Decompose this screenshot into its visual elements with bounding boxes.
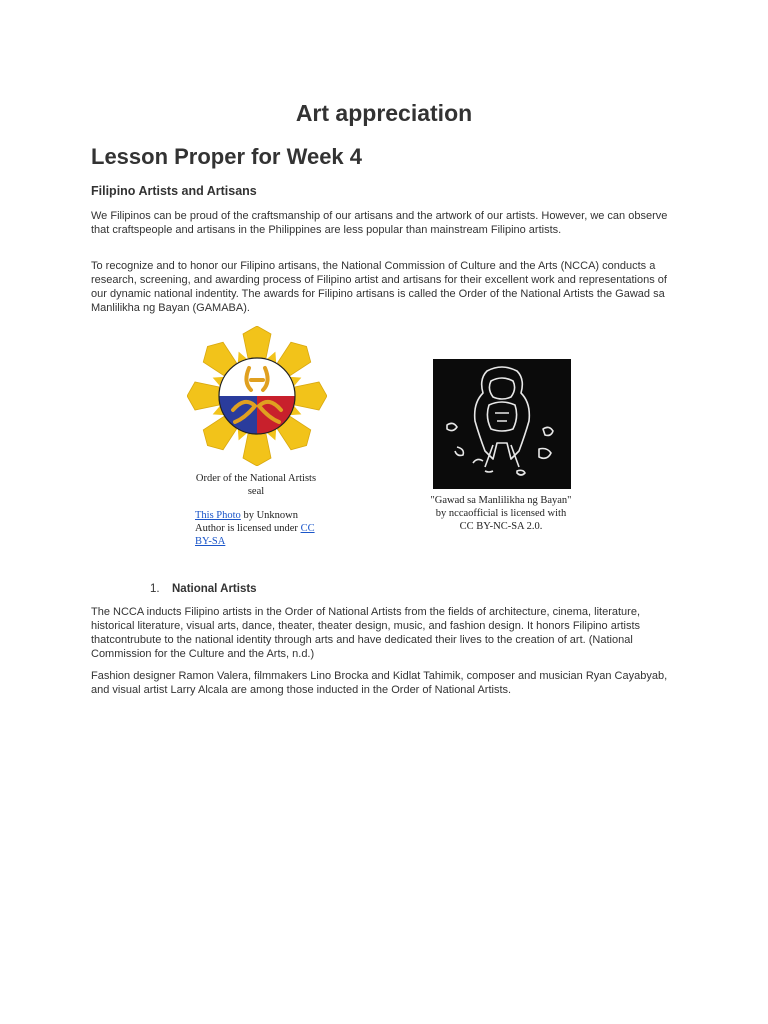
gawad-emblem-image <box>433 359 571 489</box>
paragraph-intro: We Filipinos can be proud of the craftsmanship of our artisans and the artwork of our artists. However, we can observe that craftspeople and artisans in the Philippines are less popular than mainstream Filipino artists. <box>91 210 668 236</box>
list-item-national-artists <box>150 583 257 595</box>
paragraph-ncca: To recognize and to honor our Filipino artisans, the National Commission of Culture and the Arts (NCCA) conducts a research, screening, and awarding process of Filipino artist and artisans for their excellent work and representations of our dynamic national indentity. The awards for Filipino artisans is called the Order of the National Artists the Gawad sa Manlilikha ng Bayan (GAMABA). <box>91 260 667 314</box>
this-photo-link[interactable]: This Photo <box>195 510 241 521</box>
paragraph-inductees: Fashion designer Ramon Valera, filmmakers Lino Brocka and Kidlat Tahimik, composer and musician Ryan Cayabyab, and visual artist Larry Alcala are among those inducted in the Order of National Artists. <box>91 670 668 696</box>
seal-caption: Order of the National Artists seal <box>195 473 317 497</box>
paragraph-ncca-inducts: The NCCA inducts Filipino artists in the Order of National Artists from the fields of architecture, cinema, literature, historical literature, visual arts, dance, theater, theater design, music, and fashion design. It honors Filipino artists thatcontrubute to the national identity through arts and have dedicated their lives to the creation of art. (National Commission for the Culture and the Arts, n.d.) <box>91 606 641 660</box>
lesson-title: Lesson Proper for Week 4 <box>91 144 363 169</box>
national-artists-seal-image <box>187 326 327 466</box>
section-title: Filipino Artists and Artisans <box>91 184 257 198</box>
list-number: 1. <box>150 583 160 595</box>
cc-by-sa-link[interactable]: CC BY-SA <box>195 523 315 547</box>
list-label: National Artists <box>172 583 257 595</box>
gawad-caption: "Gawad sa Manlilikha ng Bayan" by nccaofficial is licensed with CC BY-NC-SA 2.0. <box>430 495 572 532</box>
document-title: Art appreciation <box>295 100 473 126</box>
seal-credit <box>195 509 320 548</box>
seal-credit-text: by Unknown Author is licensed under <box>195 510 301 534</box>
